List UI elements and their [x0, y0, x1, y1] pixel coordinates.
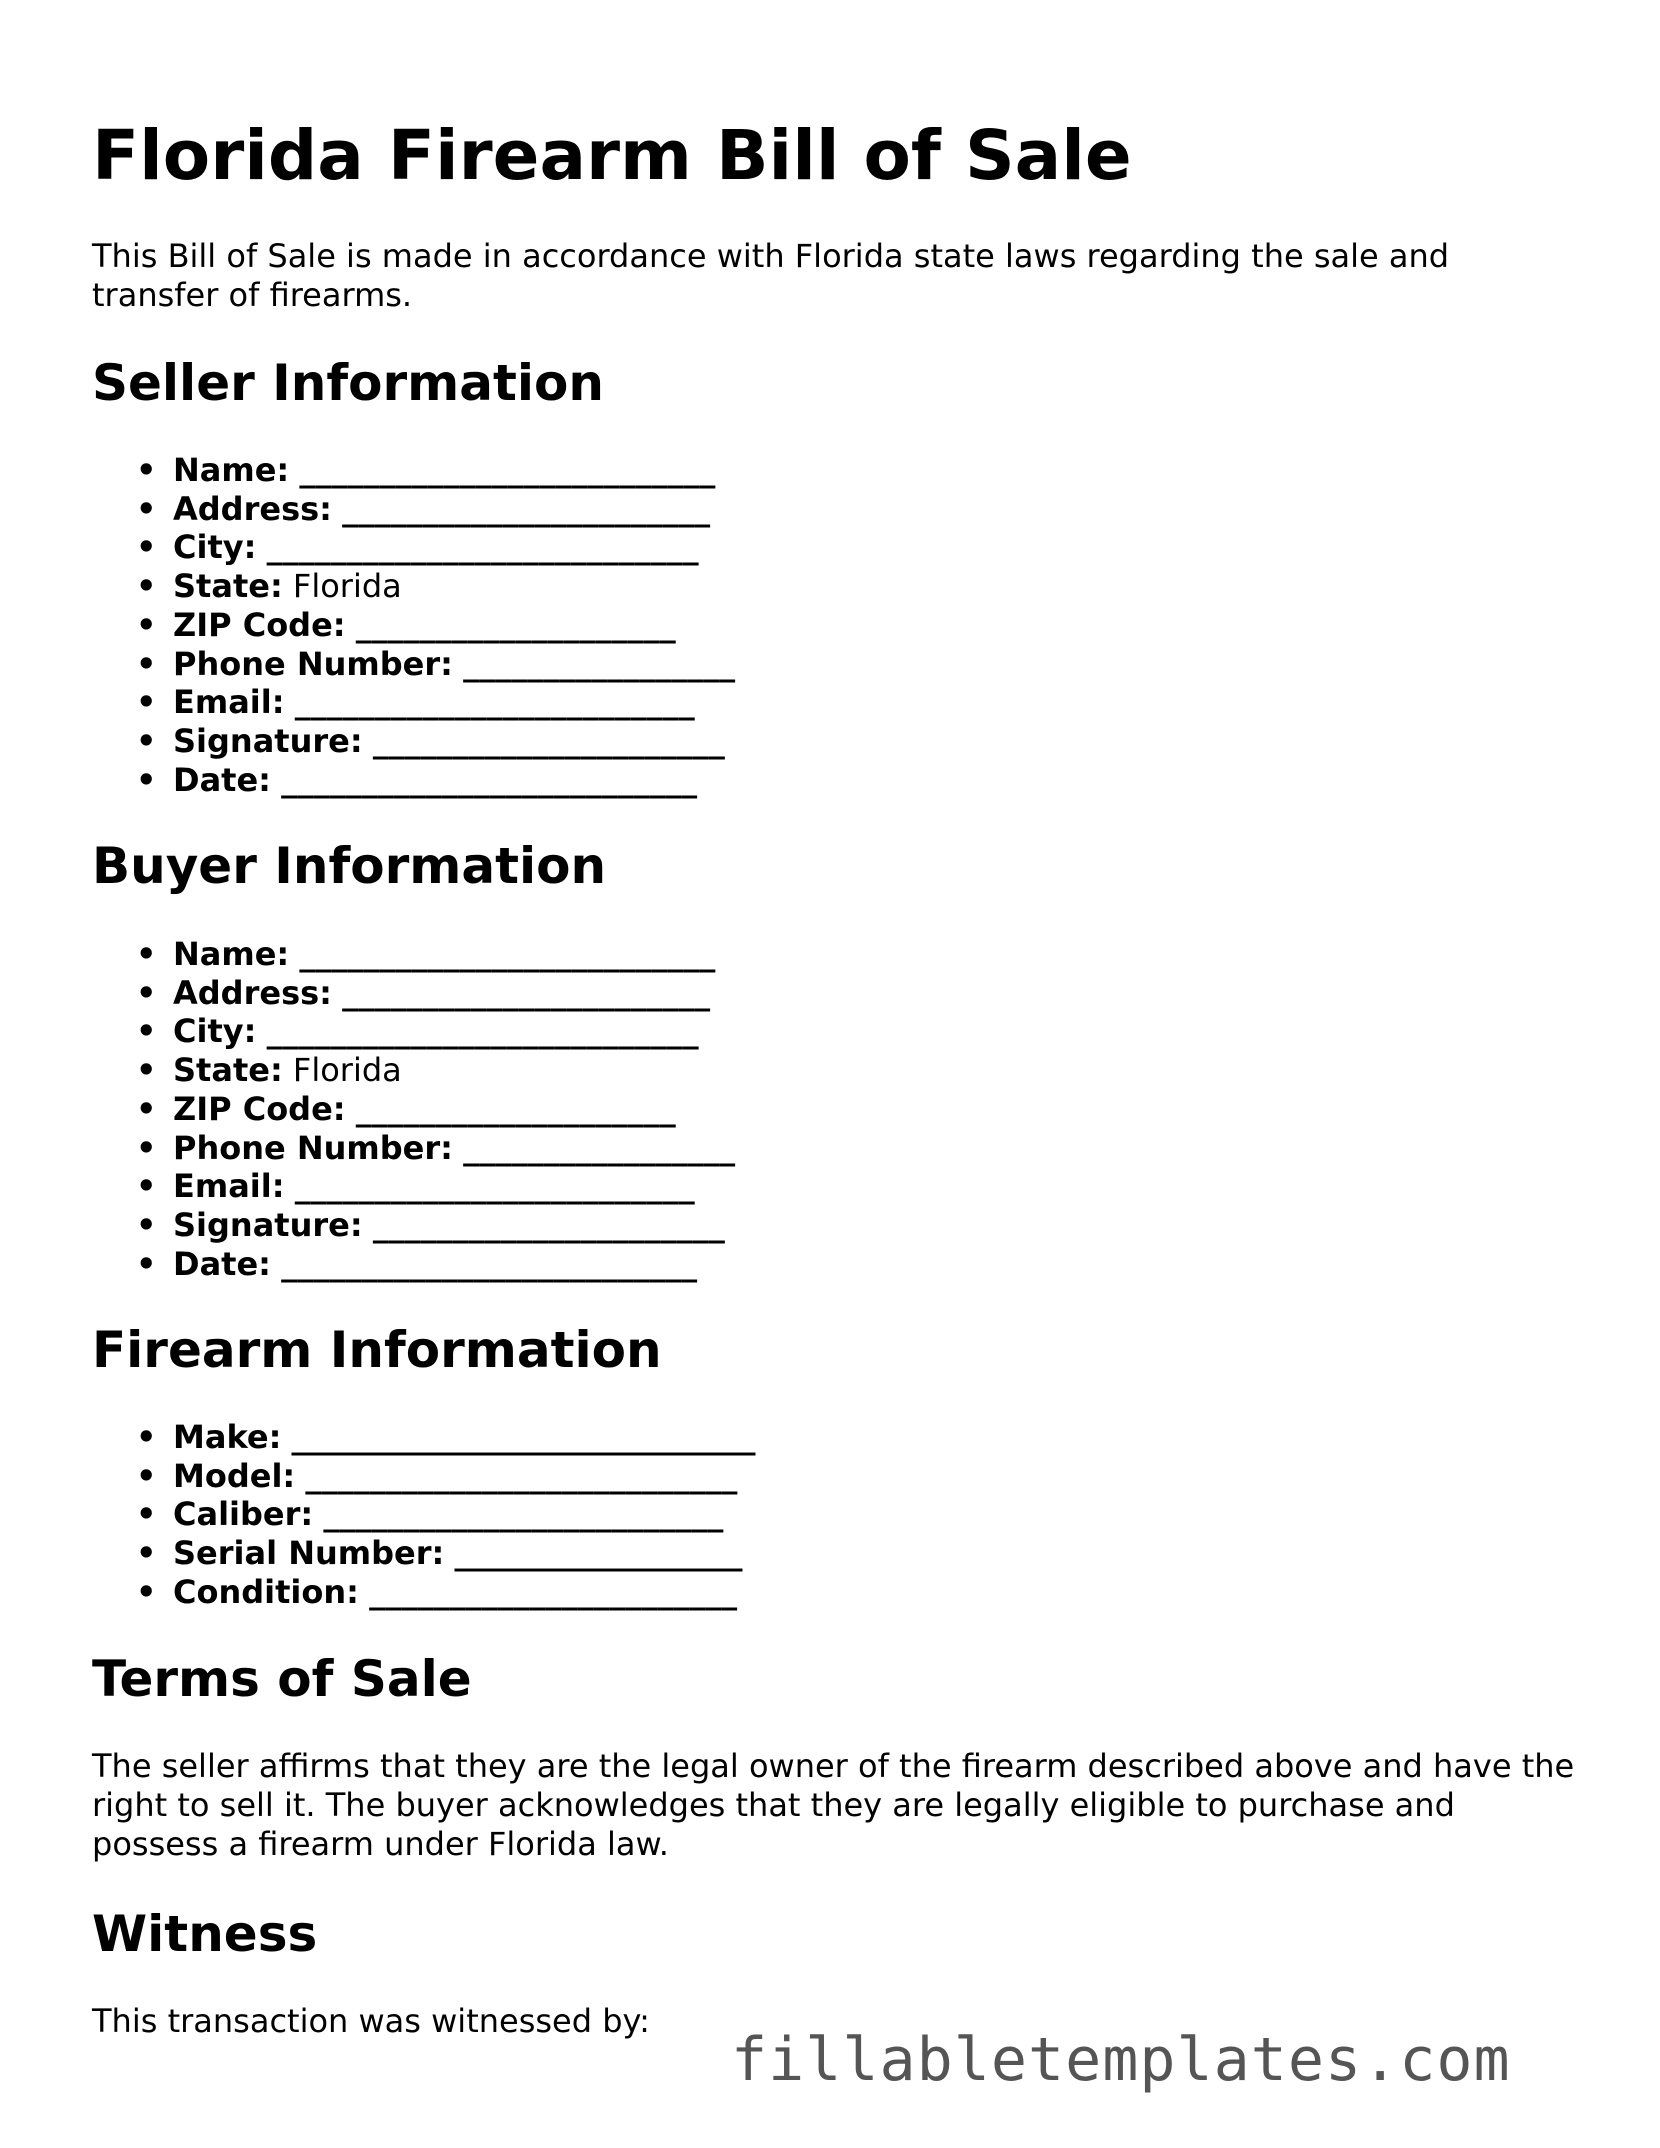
page-title: Florida Firearm Bill of Sale — [92, 116, 1132, 196]
watermark: fillabletemplates.com — [731, 2025, 1511, 2095]
firearm-field-value[interactable]: __________________ — [454, 1534, 743, 1573]
buyer-field-item — [92, 1167, 735, 1206]
seller-field-label: State: — [173, 567, 283, 606]
bullet-icon: • — [136, 451, 157, 489]
buyer-field-item — [92, 1090, 735, 1129]
bullet-icon: • — [136, 1572, 157, 1611]
firearm-field-item — [92, 1495, 756, 1534]
firearm-field-label: Model: — [173, 1456, 296, 1495]
bullet-icon: • — [136, 1089, 157, 1128]
seller-field-item — [92, 606, 735, 645]
seller-field-label: Date: — [173, 760, 271, 799]
seller-field-value[interactable]: __________________________ — [299, 451, 716, 489]
firearm-field-value[interactable]: _______________________ — [369, 1572, 738, 1611]
bullet-icon: • — [136, 1244, 157, 1283]
bullet-icon: • — [136, 1128, 157, 1167]
seller-field-item — [92, 645, 735, 684]
buyer-field-label: Address: — [173, 973, 332, 1012]
firearm-field-item — [92, 1534, 756, 1573]
firearm-field-value[interactable]: ___________________________ — [305, 1456, 738, 1495]
witness-heading: Witness — [92, 1905, 318, 1963]
seller-field-label: Signature: — [173, 721, 363, 760]
seller-field-item — [92, 683, 735, 722]
buyer-heading: Buyer Information — [92, 837, 607, 895]
bullet-icon: • — [136, 1051, 157, 1090]
buyer-field-item — [92, 1206, 735, 1245]
buyer-field-value[interactable]: ______________________ — [372, 1205, 725, 1244]
seller-heading: Seller Information — [92, 354, 604, 412]
buyer-field-value[interactable]: _________________________ — [294, 1167, 695, 1206]
seller-fields — [92, 451, 735, 799]
buyer-field-item — [92, 1012, 735, 1051]
bullet-icon: • — [136, 1167, 157, 1206]
bullet-icon: • — [136, 605, 157, 644]
seller-field-label: Phone Number: — [173, 644, 453, 683]
bullet-icon: • — [136, 567, 157, 606]
bullet-icon: • — [136, 973, 157, 1012]
seller-field-value: Florida — [292, 567, 402, 606]
buyer-field-value[interactable]: _______________________ — [342, 973, 711, 1012]
seller-field-item — [92, 490, 735, 529]
buyer-field-item — [92, 1129, 735, 1168]
bullet-icon: • — [136, 644, 157, 683]
bullet-icon: • — [136, 528, 157, 567]
bullet-icon: • — [136, 1205, 157, 1244]
seller-field-item — [92, 567, 735, 606]
buyer-field-label: City: — [173, 1012, 257, 1051]
firearm-field-label: Serial Number: — [173, 1534, 445, 1573]
seller-field-value[interactable]: ___________________________ — [266, 528, 699, 567]
bullet-icon: • — [136, 1456, 157, 1495]
seller-field-item — [92, 722, 735, 761]
buyer-field-label: Email: — [173, 1167, 285, 1206]
buyer-field-label: Phone Number: — [173, 1128, 453, 1167]
intro-paragraph: This Bill of Sale is made in accordance with Florida state laws regarding the sale and transfer of firearms. — [92, 237, 1450, 314]
buyer-field-item — [92, 935, 735, 974]
bullet-icon: • — [136, 721, 157, 760]
bullet-icon: • — [136, 1012, 157, 1051]
firearm-field-label: Make: — [173, 1418, 282, 1456]
firearm-field-value[interactable]: _____________________________ — [291, 1418, 756, 1456]
seller-field-value[interactable]: __________________________ — [281, 760, 698, 799]
buyer-field-value[interactable]: ___________________________ — [266, 1012, 699, 1051]
seller-field-value[interactable]: _______________________ — [342, 489, 711, 528]
buyer-field-value[interactable]: __________________________ — [281, 1244, 698, 1283]
firearm-field-item — [92, 1418, 756, 1457]
seller-field-label: Name: — [173, 451, 290, 489]
seller-field-label: Email: — [173, 683, 285, 722]
seller-field-item — [92, 528, 735, 567]
buyer-field-label: Signature: — [173, 1205, 363, 1244]
buyer-field-value: Florida — [292, 1051, 402, 1090]
bullet-icon: • — [136, 760, 157, 799]
firearm-field-item — [92, 1457, 756, 1496]
seller-field-value[interactable]: ______________________ — [372, 721, 725, 760]
seller-field-value[interactable]: _________________________ — [294, 683, 695, 722]
buyer-field-label: Date: — [173, 1244, 271, 1283]
seller-field-item — [92, 451, 735, 490]
buyer-field-label: ZIP Code: — [173, 1089, 346, 1128]
bullet-icon: • — [136, 1495, 157, 1534]
firearm-field-value[interactable]: _________________________ — [323, 1495, 724, 1534]
bullet-icon: • — [136, 1534, 157, 1573]
buyer-field-value[interactable]: __________________________ — [299, 935, 716, 973]
seller-field-value[interactable]: ____________________ — [355, 605, 676, 644]
buyer-field-value[interactable]: ____________________ — [355, 1089, 676, 1128]
seller-field-item — [92, 761, 735, 800]
firearm-field-label: Condition: — [173, 1572, 359, 1611]
seller-field-label: Address: — [173, 489, 332, 528]
firearm-field-item — [92, 1573, 756, 1612]
buyer-field-label: Name: — [173, 935, 290, 973]
seller-field-label: City: — [173, 528, 257, 567]
firearm-field-label: Caliber: — [173, 1495, 314, 1534]
firearm-fields — [92, 1418, 756, 1612]
witness-paragraph: This transaction was witnessed by: — [92, 2002, 650, 2040]
buyer-field-item — [92, 1051, 735, 1090]
bullet-icon: • — [136, 1418, 157, 1456]
bullet-icon: • — [136, 683, 157, 722]
terms-paragraph: The seller affirms that they are the legal owner of the firearm described above and have the right to sell it. The buyer acknowledges that they are legally eligible to purchase and possess a firearm under Florida law. — [92, 1747, 1575, 1863]
buyer-fields — [92, 935, 735, 1283]
buyer-field-item — [92, 1245, 735, 1284]
seller-field-label: ZIP Code: — [173, 605, 346, 644]
bullet-icon: • — [136, 489, 157, 528]
firearm-heading: Firearm Information — [92, 1321, 662, 1379]
terms-heading: Terms of Sale — [92, 1650, 472, 1708]
seller-field-value[interactable]: _________________ — [463, 644, 736, 683]
bullet-icon: • — [136, 935, 157, 973]
buyer-field-item — [92, 974, 735, 1013]
buyer-field-value[interactable]: _________________ — [463, 1128, 736, 1167]
buyer-field-label: State: — [173, 1051, 283, 1090]
